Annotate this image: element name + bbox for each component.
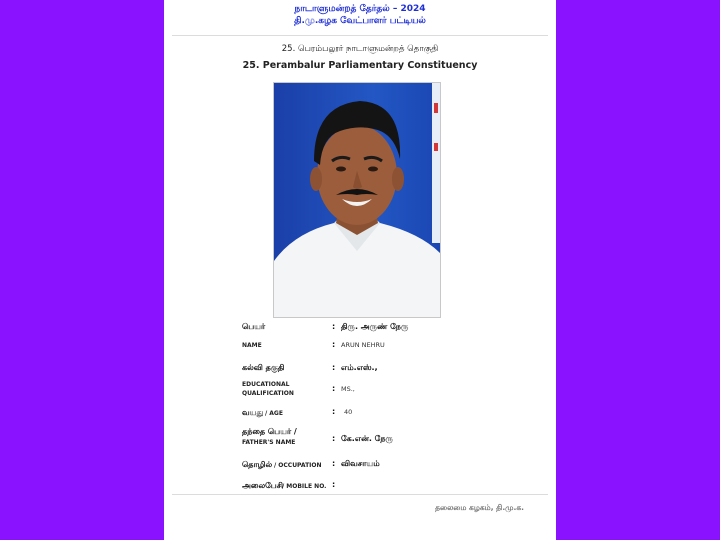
age-tamil-label: வயது (242, 408, 264, 417)
candidate-photo-image (274, 83, 440, 317)
father-colon: : (332, 434, 336, 443)
education-english-value: MS., (341, 385, 355, 393)
name-colon: : (332, 322, 336, 331)
constituency-english: 25. Perambalur Parliamentary Constituency (242, 60, 478, 71)
name-english-value: ARUN NEHRU (341, 341, 385, 349)
footer-text: தலைமை கழகம், தி.மு.க. (435, 503, 524, 512)
age-colon: : (332, 407, 336, 416)
father-name-value: கே.என். நேரு (341, 434, 393, 443)
education-english-label-2: QUALIFICATION (242, 390, 294, 397)
occupation-tamil-label: தொழில் (242, 460, 273, 469)
education-tamil-label: கல்வி தகுதி (242, 363, 285, 372)
occupation-english-label: / OCCUPATION (274, 462, 322, 469)
mobile-english-label: / MOBILE NO. (282, 483, 327, 490)
mobile-tamil-label: அலைபேசி (242, 481, 283, 490)
election-title: நாடாளுமன்றத் தேர்தல் – 2024 (294, 4, 426, 14)
father-tamil-label: தந்தை பெயர் / (242, 427, 297, 436)
mobile-colon: : (332, 480, 336, 489)
father-english-label: FATHER'S NAME (242, 439, 296, 446)
age-english-label: / AGE (265, 410, 283, 417)
name-tamil-label: பெயர் (242, 322, 266, 331)
footer-divider (172, 494, 548, 495)
occupation-colon: : (332, 459, 336, 468)
age-value: 40 (344, 408, 353, 416)
candidate-photo (273, 82, 441, 318)
education-tamil-value: எம்.எஸ்., (341, 363, 378, 372)
document-page (164, 0, 556, 540)
education-english-label-1: EDUCATIONAL (242, 381, 290, 388)
name-english-label: NAME (242, 342, 262, 349)
education-en-colon: : (332, 384, 336, 393)
candidate-list-title: தி.மு.கழக வேட்பாளர் பட்டியல் (294, 16, 426, 26)
constituency-tamil: 25. பெரம்பலூர் நாடாளுமன்றத் தொகுதி (281, 44, 439, 54)
name-tamil-value: திரு. அருண் நேரு (341, 322, 409, 331)
name-en-colon: : (332, 340, 336, 349)
education-colon: : (332, 363, 336, 372)
header-divider (172, 35, 548, 36)
occupation-value: விவசாயம் (341, 459, 380, 468)
